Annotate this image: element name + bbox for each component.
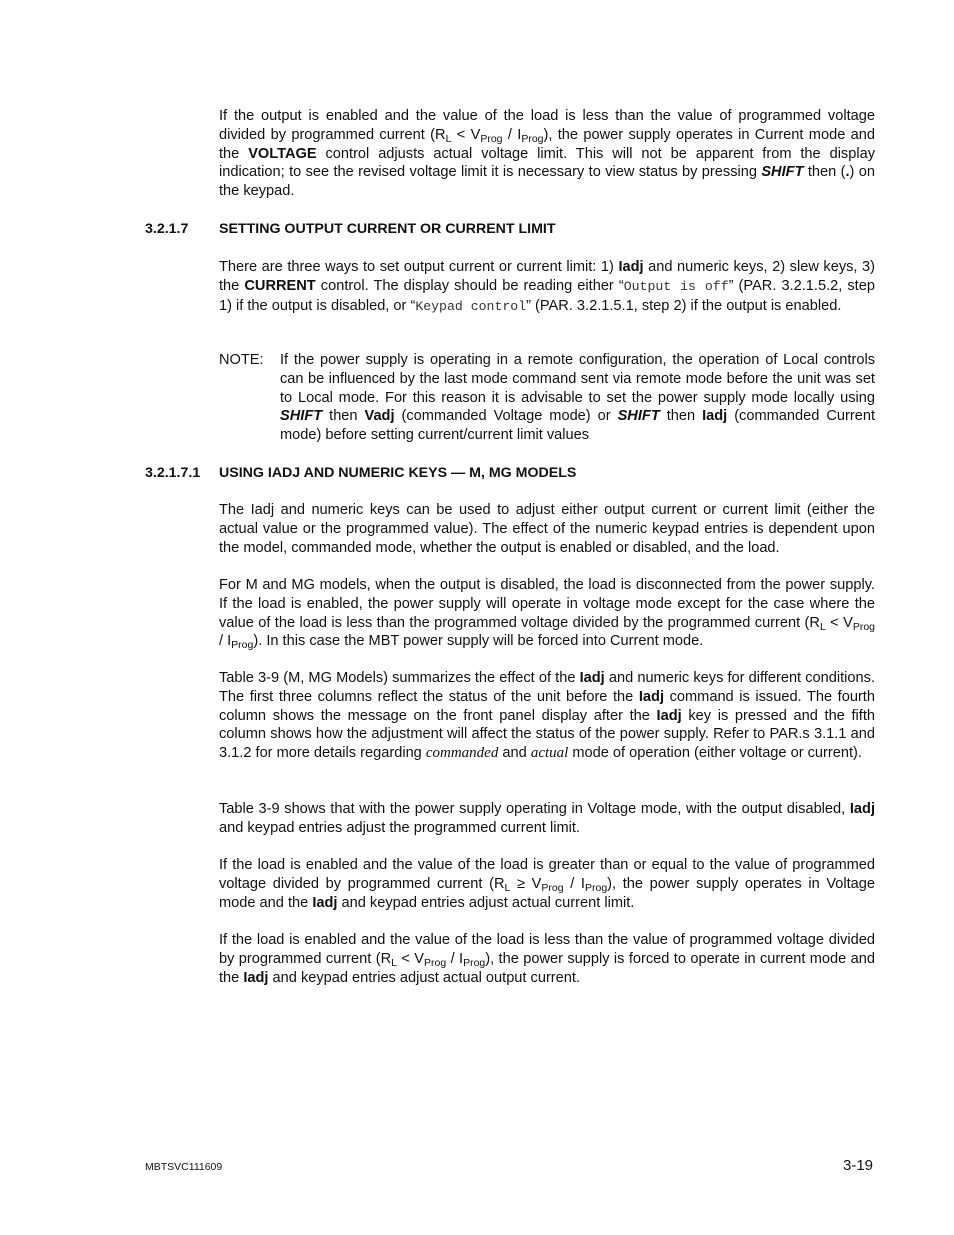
paragraph-m-mg-models: For M and MG models, when the output is disabled, the load is disconnected from the power supply. If the load is enabled, the power supply will operate in voltage mode except for the case where the value of the load is less than the programmed voltage divided by the programmed current $(R_L < V_{Prog} / I_{Prog})$. In this case the MBT power supply will be forced into Current mode. [219,577,875,652]
note-label: NOTE: [219,352,264,368]
paragraph-table-3-9-summary: Table 3-9 (M, MG Models) summarizes the effect of the Iadj and numeric keys for different conditions. The first three columns reflect the status of the unit before the Iadj command is issued. The fourth column shows the message on the front panel display after the Iadj key is pressed and the fifth column shows how the adjustment will affect the status of the power supply. Refer to PAR.s 3.1.1 and 3.1.2 for more details regarding commanded and actual mode of operation (either voltage or current). [219,670,876,762]
section-title: USING IADJ AND NUMERIC KEYS — M, MG MODELS [219,465,577,481]
display-text-keypad-control: Keypad control [415,298,527,314]
note-text: If the power supply is operating in a remote configuration, the operation of Local controls can be influenced by the last mode command sent via remote mode before the unit was set to Local mode. For this reason it is advisable to set the power supply mode locally using SHIFT then Vadj (commanded Voltage mode) or SHIFT then Iadj (commanded Current mode) before setting current/current limit values [280,352,875,444]
display-text-output-off: Output is off [623,278,729,294]
note-block [219,351,875,445]
section-number: 3.2.1.7.1 [145,465,201,481]
section-heading-3-2-1-7 [145,220,556,238]
paragraph-load-greater-equal: If the load is enabled and the value of the load is greater than or equal to the value of programmed voltage divided by programmed current $(R_L \ge V_{Prog} / I_{Prog})$, the power supply operates in Voltage mode and the Iadj and keypad entries adjust actual current limit. [219,857,876,911]
footer-page-number: 3-19 [843,1157,874,1174]
paragraph-current-mode-voltage: If the output is enabled and the value of the load is less than the value of programmed voltage divided by programmed current $(R_L < V_{Prog} / I_{Prog})$, the power supply operates in Current mode and the VOLTAGE control adjusts actual voltage limit. This will not be apparent from the display indication; to see the revised voltage limit it is necessary to view status by pressing SHIFT then (.) on the keypad. [219,108,876,200]
section-number: 3.2.1.7 [145,221,189,237]
footer-document-id: MBTSVC111609 [145,1161,223,1173]
paragraph-iadj-numeric-keys: The Iadj and numeric keys can be used to adjust either output current or current limit (either the actual value or the programmed value). The effect of the numeric keypad entries is dependent upon the model, commanded mode, whether the output is enabled or disabled, and the load. [219,502,875,556]
section-title: SETTING OUTPUT CURRENT OR CURRENT LIMIT [219,221,556,237]
paragraph-voltage-mode-disabled: Table 3-9 shows that with the power supply operating in Voltage mode, with the output disabled, Iadj and keypad entries adjust the programmed current limit. [219,801,875,836]
paragraph-load-less-than: If the load is enabled and the value of the load is less than the value of programmed voltage divided by programmed current $(R_L < V_{Prog} / I_{Prog})$, the power supply is forced to operate in current mode and the Iadj and keypad entries adjust actual output current. [219,932,875,986]
paragraph-three-ways: There are three ways to set output current or current limit: 1) Iadj and numeric keys, 2) slew keys, 3) the CURRENT control. The display should be reading either “Output is off” (PAR. 3.2.1.5.2, step 1) if the output is disabled, or “Keypad control” (PAR. 3.2.1.5.1, step 2) if the output is enabled. [219,259,876,314]
section-heading-3-2-1-7-1 [145,464,576,482]
